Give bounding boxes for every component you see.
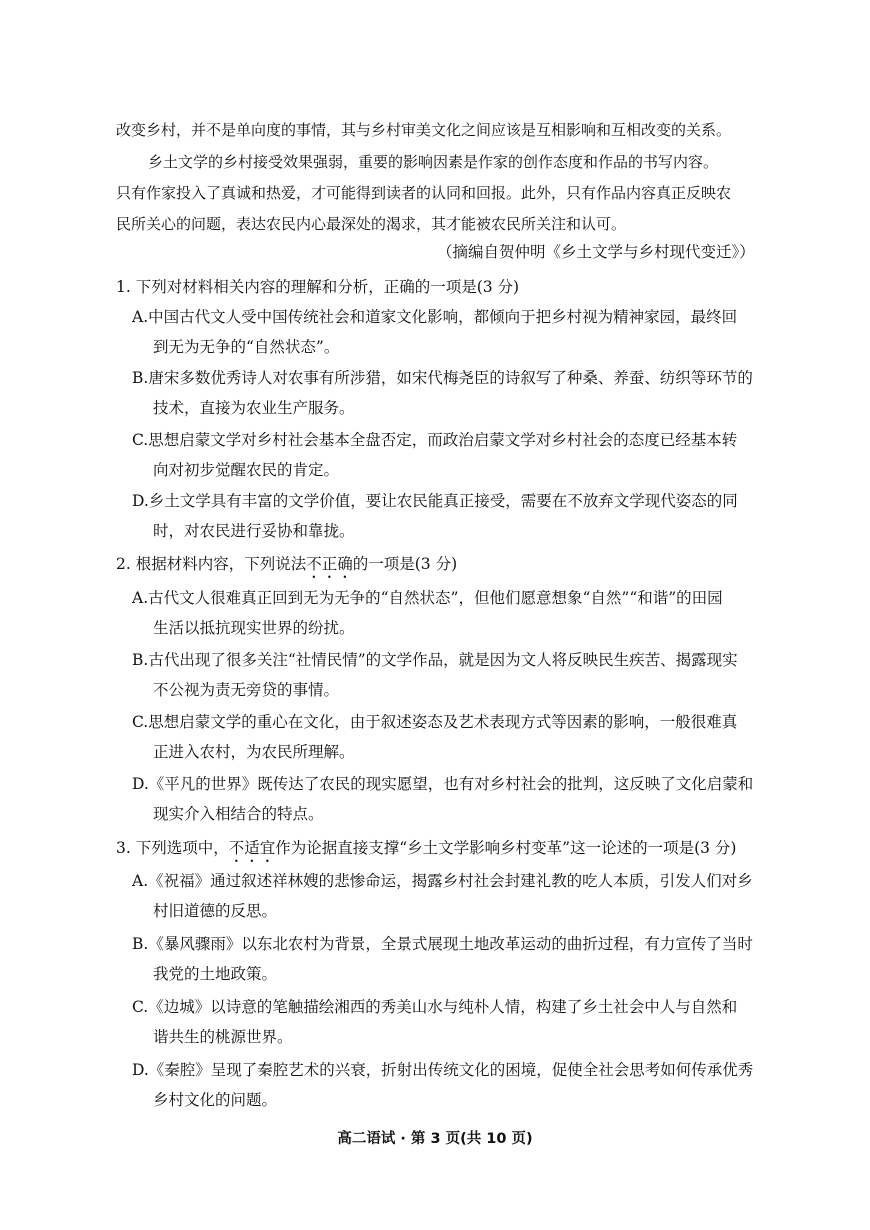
stem-text: 3. 下列选项中，	[116, 839, 229, 857]
passage-line: 改变乡村，并不是单向度的事情，其与乡村审美文化之间应该是互相影响和互相改变的关系。	[116, 121, 732, 139]
option-line: B.《暴风骤雨》以东北农村为背景，全景式展现土地改革运动的曲折过程，有力宣传了当时	[132, 935, 753, 953]
option-line: 时，对农民进行妥协和靠拢。	[153, 522, 355, 540]
stem-text: 2. 根据材料内容，下列说法	[116, 555, 307, 573]
option-line: 向对初步觉醒农民的肯定。	[153, 461, 340, 479]
passage-line: 只有作家投入了真诚和热爱，才可能得到读者的认同和回报。此外，只有作品内容真正反映农	[116, 184, 732, 202]
option-line: C.《边城》以诗意的笔触描绘湘西的秀美山水与纯朴人情，构建了乡土社会中人与自然和	[132, 998, 738, 1016]
passage-source: （摘编自贺仲明《乡土文学与乡村现代变迁》）	[437, 243, 755, 261]
page-footer: 高二语试 · 第 3 页(共 10 页)	[337, 1131, 533, 1147]
stem-text: 作为论据直接支撑“乡土文学影响乡村变革”这一论述的一项是(3 分)	[275, 839, 737, 857]
passage-line: 乡土文学的乡村接受效果强弱，重要的影响因素是作家的创作态度和作品的书写内容。	[148, 153, 719, 171]
option-line: D.《秦腔》呈现了秦腔艺术的兴衰，折射出传统文化的困境，促使全社会思考如何传承优秀	[132, 1061, 754, 1079]
question-stem: 1. 下列对材料相关内容的理解和分析，正确的一项是(3 分)	[116, 278, 520, 296]
option-line: D.乡土文学具有丰富的文学价值，要让农民能真正接受，需要在不放弃文学现代姿态的同	[132, 492, 738, 510]
option-line: 乡村文化的问题。	[153, 1091, 278, 1109]
option-line: 生活以抵抗现实世界的纷扰。	[153, 619, 355, 637]
option-line: A.《祝福》通过叙述祥林嫂的悲惨命运，揭露乡村社会封建礼教的吃人本质，引发人们对乡	[132, 872, 753, 890]
option-line: 谐共生的桃源世界。	[153, 1028, 293, 1046]
question-stem	[116, 838, 736, 866]
stem-text: 的一项是(3 分)	[352, 555, 458, 573]
option-line: C.思想启蒙文学对乡村社会基本全盘否定，而政治启蒙文学对乡村社会的态度已经基本转	[132, 431, 738, 449]
option-line: B.古代出现了很多关注“社情民情”的文学作品，就是因为文人将反映民生疾苦、揭露现实	[132, 651, 738, 669]
emphasized-text: 不正确	[306, 555, 353, 573]
option-line: 正进入农村，为农民所理解。	[153, 743, 355, 761]
option-line: A.古代文人很难真正回到无为无争的“自然状态”，但他们愿意想象“自然”“和谐”的田园	[132, 589, 723, 607]
option-line: 不公视为责无旁贷的事情。	[153, 681, 340, 699]
passage-line: 民所关心的问题，表达农民内心最深处的渴求，其才能被农民所关注和认可。	[116, 215, 627, 233]
option-line: 现实介入相结合的特点。	[153, 805, 324, 823]
question-stem	[116, 554, 457, 582]
emphasized-text: 不适宜	[228, 839, 276, 857]
option-line: B.唐宋多数优秀诗人对农事有所涉猎，如宋代梅尧臣的诗叙写了种桑、养蚕、纺织等环节的	[132, 369, 753, 387]
option-line: 我党的土地政策。	[153, 965, 278, 983]
option-line: 到无为无争的“自然状态”。	[153, 338, 340, 356]
option-line: 村旧道德的反思。	[153, 902, 278, 920]
option-line: D.《平凡的世界》既传达了农民的现实愿望，也有对乡村社会的批判，这反映了文化启蒙和	[132, 775, 754, 793]
option-line: A.中国古代文人受中国传统社会和道家文化影响，都倾向于把乡村视为精神家园，最终回	[132, 308, 738, 326]
option-line: C.思想启蒙文学的重心在文化，由于叙述姿态及艺术表现方式等因素的影响，一般很难真	[132, 713, 738, 731]
option-line: 技术，直接为农业生产服务。	[153, 399, 355, 417]
